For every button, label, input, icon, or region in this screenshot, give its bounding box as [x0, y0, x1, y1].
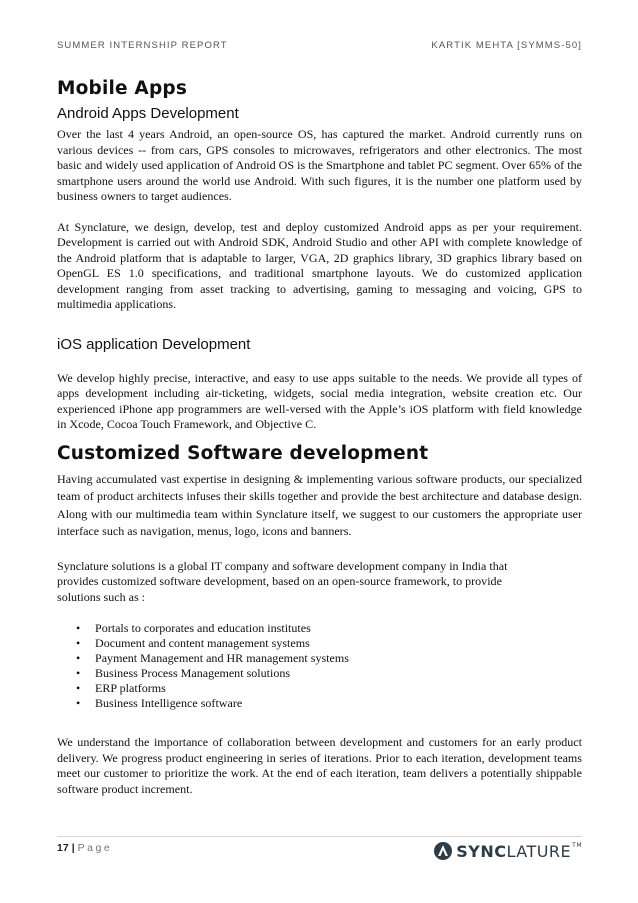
- report-title: SUMMER INTERNSHIP REPORT: [57, 40, 228, 51]
- logo-trademark: TM: [572, 841, 582, 849]
- bullet-icon: •: [76, 681, 81, 695]
- ios-heading: iOS application Development: [57, 335, 251, 353]
- logo-text-light: LATURE: [506, 841, 572, 861]
- list-item: • ERP platforms: [76, 681, 166, 695]
- bullet-icon: •: [76, 636, 81, 650]
- customized-software-heading: Customized Software development: [57, 442, 429, 464]
- main-content: [57, 78, 582, 797]
- logo-text-bold: SYNC: [456, 841, 507, 861]
- android-paragraph-2: At Synclature, we design, develop, test and deploy customized Android apps as per your requirement. Development is carried out with Android SDK, Android Studio and other API with complete knowledge of the Android platform that is adaptable to larger, VGA, 2D graphics library, 3D graphics library based on OpenGL ES 1.0 specifications, and traditional smartphone layouts. We do customized application development ranging from asset tracking to advertising, gaming to messaging and voicing, GPS to multimedia applications.: [57, 219, 582, 311]
- page-footer: [57, 836, 582, 865]
- bullet-icon: •: [76, 666, 81, 680]
- list-item: • Document and content management systems: [76, 636, 310, 650]
- bullet-icon: •: [76, 621, 81, 635]
- android-paragraph-1: Over the last 4 years Android, an open-source OS, has captured the market. Android currently runs on various devices -- from cars, GPS consoles to microwaves, refrigerators and other electronics. The most basic and widely used application of Android OS is the Smartphone and tablet PC segment. Over 65% of the smartphone users around the world use Android. With such figures, it is the number one platform used by business owners to target audiences.: [57, 127, 582, 203]
- list-item: • Business Process Management solutions: [76, 666, 291, 680]
- running-header: [57, 40, 582, 51]
- custom-paragraph-3: We understand the importance of collaboration between development and customers for an early product delivery. We progress product engineering in series of iterations. Prior to each iteration, development teams meet our customer to prioritize the work. At the end of each iteration, team delivers a potentially shippable software product increment.: [57, 735, 582, 796]
- bullet-icon: •: [76, 651, 81, 665]
- synclature-logo-icon: [433, 841, 453, 861]
- solutions-list: [57, 621, 582, 711]
- synclature-logo: [433, 841, 582, 861]
- list-item: • Business Intelligence software: [76, 696, 243, 710]
- page-separator: |: [71, 842, 75, 854]
- mobile-apps-heading: Mobile Apps: [57, 78, 188, 99]
- page-label: Page: [77, 842, 113, 854]
- custom-paragraph-2: Synclature solutions is a global IT company and software development company in India that provides customized software development, based on an open-source framework, to provide solutions such as :: [57, 558, 508, 604]
- page-number: [57, 842, 112, 854]
- list-item: • Payment Management and HR management systems: [76, 651, 349, 665]
- custom-paragraph-1: Having accumulated vast expertise in designing & implementing various software products, our specialized team of product architects infuses their skills together and provide the best architecture and database design. Along with our multimedia team within Synclature itself, we suggest to our customers the appropriate user interface such as navigation, menus, logo, icons and banners.: [57, 471, 582, 538]
- page-number-value: 17: [57, 842, 69, 854]
- author-name: KARTIK MEHTA [SYMMS-50]: [431, 40, 582, 51]
- list-item: • Portals to corporates and education institutes: [76, 621, 311, 635]
- ios-paragraph: We develop highly precise, interactive, and easy to use apps suitable to the needs. We provide all types of apps development including air-ticketing, widgets, social media integration, website creation etc. Our experienced iPhone app programmers are well-versed with the Apple’s iOS platform with field knowledge in Xcode, Cocoa Touch Framework, and Objective C.: [57, 370, 582, 431]
- bullet-icon: •: [76, 696, 81, 710]
- android-heading: Android Apps Development: [57, 105, 239, 122]
